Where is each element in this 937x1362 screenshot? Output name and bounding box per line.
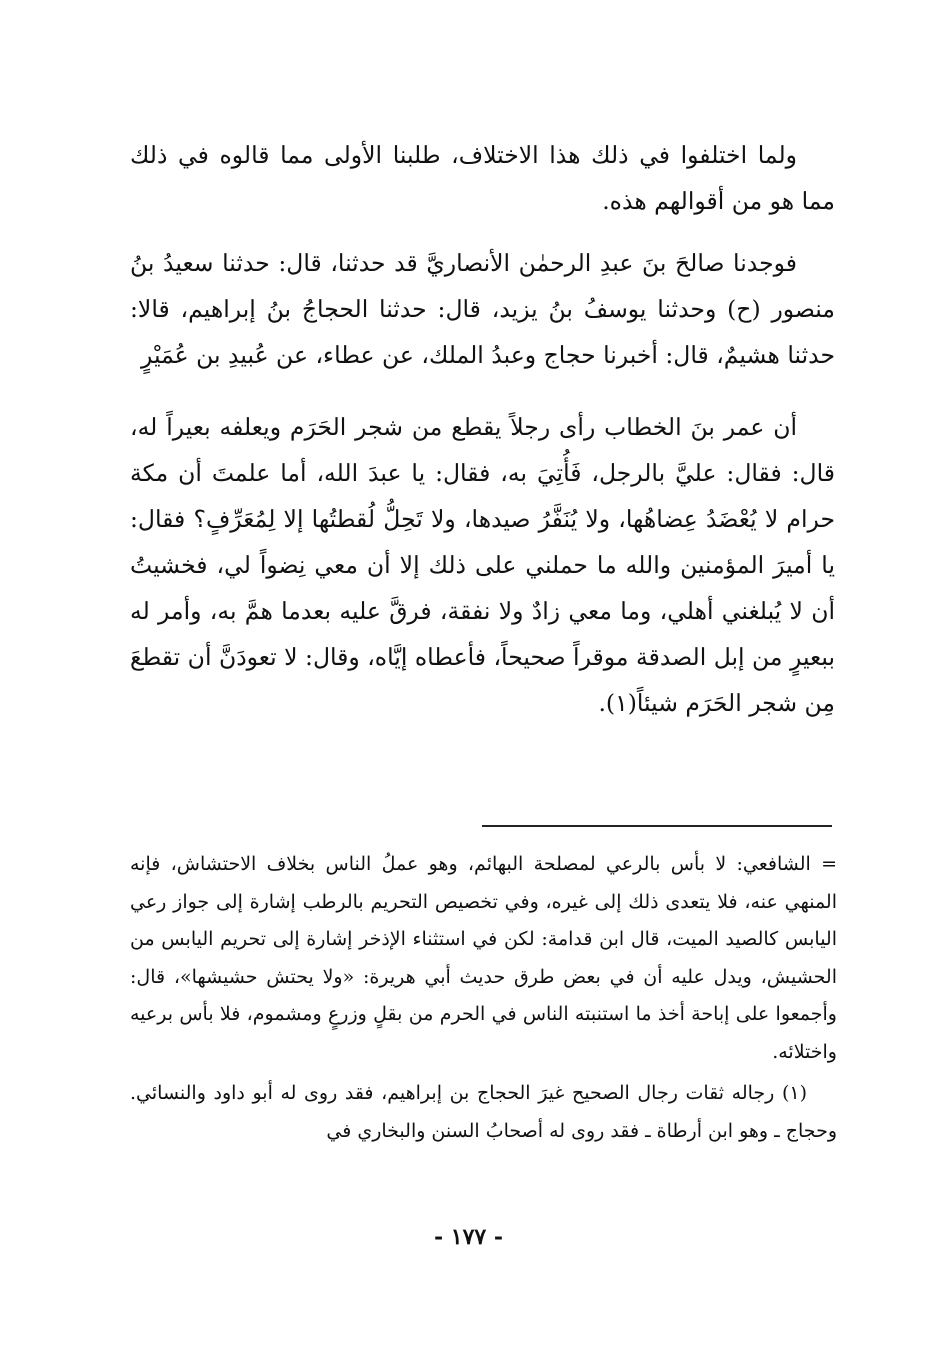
- paragraph-hadith: أن عمر بنَ الخطاب رأى رجلاً يقطع من شجر الحَرَم ويعلفه بعيراً له، قال: فقال: عليَّ بالرجل، فَأُتِيَ به، فقال: يا عبدَ الله، أما علمتَ أن مكة حرام لا يُعْضَدُ عِضاهُها، ولا يُنَفَّرُ صيدها، ولا تَحِلُّ لُقطتُها إلا لِمُعَرِّفٍ؟ فقال: يا أميرَ المؤمنين والله ما حملني على ذلك إلا أن معي نِضواً لي، فخشيتُ أن لا يُبلغني أهلي، وما معي زادٌ ولا نفقة، فرقَّ عليه بعدما همَّ به، وأمر له ببعيرٍ من إبل الصدقة موقراً صحيحاً، فأعطاه إيَّاه، وقال: لا تعودَنَّ أن تقطعَ مِن شجر الحَرَم شيئاً(١).: [130, 413, 835, 717]
- footnote-separator: [482, 825, 832, 827]
- footnotes: [130, 846, 837, 1150]
- footnote-continued: = الشافعي: لا بأس بالرعي لمصلحة البهائم، وهو عملُ الناس بخلاف الاحتشاش، فإنه المنهي عنه، فلا يتعدى ذلك إلى غيره، وفي تخصيص التحريم بالرطب إشارة إلى جواز رعي اليابس كالصيد الميت، قال ابن قدامة: لكن في استثناء الإذخر إشارة إلى تحريم اليابس من الحشيش، ويدل عليه أن في بعض طرق حديث أبي هريرة: «ولا يحتش حشيشها»، قال: وأجمعوا على إباحة أخذ ما استنبته الناس في الحرم من بقلٍ وزرعٍ ومشموم، فلا بأس برعيه واختلائه.: [130, 853, 837, 1063]
- paragraph-isnad: فوجدنا صالحَ بنَ عبدِ الرحمٰن الأنصاريَّ قد حدثنا، قال: حدثنا سعيدُ بنُ منصور (ح) وحدثنا يوسفُ بنُ يزيد، قال: حدثنا الحجاجُ بنُ إبراهيم، قالا: حدثنا هشيمٌ، قال: أخبرنا حجاج وعبدُ الملك، عن عطاء، عن عُبيدِ بن عُمَيْرٍ: [130, 249, 835, 369]
- footnote-1: (١) رجاله ثقات رجال الصحيح غيرَ الحجاج بن إبراهيم، فقد روى له أبو داود والنسائي. وحجاج ـ وهو ابن أرطاة ـ فقد روى له أصحابُ السنن والبخاري في: [130, 1082, 837, 1142]
- paragraph-intro: ولما اختلفوا في ذلك هذا الاختلاف، طلبنا الأولى مما قالوه في ذلك مما هو من أقوالهم هذه.: [130, 141, 835, 215]
- page-number: - ١٧٧ -: [433, 1224, 504, 1250]
- main-text: [130, 132, 835, 726]
